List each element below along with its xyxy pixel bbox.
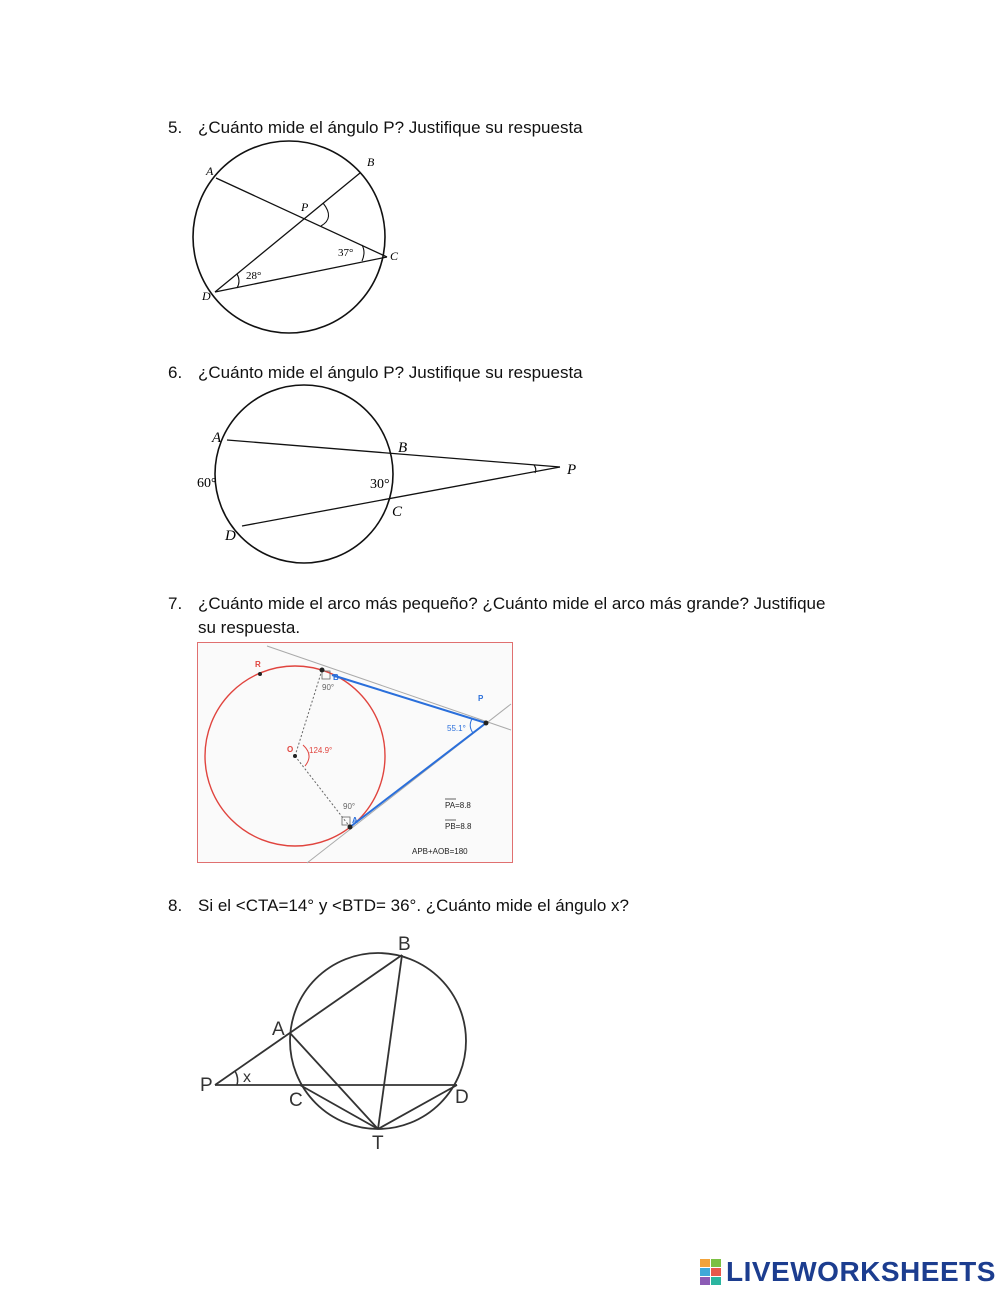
question-text: ¿Cuánto mide el arco más pequeño? ¿Cuánto mide el arco más grande? Justifique [198, 594, 826, 613]
secant-ap [227, 440, 560, 467]
angle-d-value: 28° [246, 270, 262, 282]
point-p [484, 721, 489, 726]
logo-mark-icon [700, 1259, 722, 1285]
figure-q6 [190, 385, 590, 570]
figure-q7 [197, 642, 513, 864]
label-c: C [289, 1090, 303, 1111]
label-p: P [478, 694, 484, 703]
label-p: P [301, 200, 309, 214]
label-b: B [367, 155, 375, 169]
question-6 [168, 361, 583, 385]
point-a [348, 825, 353, 830]
arc-bc-value: 30° [370, 477, 390, 492]
question-5 [168, 116, 583, 140]
label-c: C [390, 249, 399, 263]
label-r: R [255, 660, 261, 669]
label-c: C [392, 504, 403, 520]
label-a: A [272, 1019, 285, 1040]
question-text: ¿Cuánto mide el ángulo P? Justifique su respuesta [198, 363, 583, 382]
length-pb: PB=8.8 [445, 822, 472, 831]
question-number: 5. [168, 118, 183, 137]
question-text-continued: su respuesta. [198, 618, 301, 637]
label-d: D [202, 289, 211, 303]
circle [193, 141, 385, 333]
angle-sum: APB+AOB=180 [412, 847, 468, 856]
circle [290, 953, 466, 1129]
chord-dc [215, 257, 387, 292]
label-a: A [352, 816, 358, 825]
label-x: x [243, 1069, 251, 1086]
label-a: A [206, 164, 214, 178]
label-t: T [372, 1133, 384, 1154]
point-b [320, 668, 325, 673]
liveworksheets-logo [700, 1257, 996, 1287]
question-text: ¿Cuánto mide el ángulo P? Justifique su respuesta [198, 118, 583, 137]
chord-ac [216, 178, 387, 257]
chord-dt [378, 1085, 457, 1129]
point-o [293, 754, 297, 758]
label-d: D [455, 1087, 469, 1108]
label-b: B [398, 440, 408, 456]
angle-arc-p [321, 203, 329, 226]
question-8 [168, 894, 629, 918]
angle-o-value: 124.9° [309, 746, 333, 755]
chord-bt [378, 955, 402, 1129]
label-p: P [567, 462, 577, 478]
chord-ct [300, 1085, 378, 1129]
secant-pb [215, 955, 402, 1085]
length-pa: PA=8.8 [445, 801, 471, 810]
right-angle-b-value: 90° [322, 683, 335, 692]
question-number: 8. [168, 896, 183, 915]
angle-arc-c [362, 245, 364, 261]
angle-c-value: 37° [338, 247, 354, 259]
label-o: O [287, 745, 294, 754]
figure-q5 [190, 140, 420, 340]
question-7 [168, 592, 826, 637]
question-number: 6. [168, 363, 183, 382]
chord-at [290, 1033, 378, 1129]
right-angle-a-value: 90° [343, 802, 356, 811]
arc-ad-value: 60° [197, 476, 217, 491]
angle-arc-x [235, 1071, 238, 1085]
question-text: Si el <CTA=14° y <BTD= 36°. ¿Cuánto mide el ángulo x? [198, 896, 629, 915]
figure-q8 [195, 930, 485, 1155]
angle-arc-d [237, 274, 239, 288]
label-a: A [212, 430, 222, 446]
label-p: P [200, 1075, 213, 1096]
brand-name: LIVEWORKSHEETS [726, 1256, 996, 1287]
label-b: B [398, 934, 411, 955]
label-b: B [333, 673, 339, 682]
angle-p-value: 55.1° [447, 724, 466, 733]
point-r [258, 672, 262, 676]
circle [215, 385, 393, 563]
label-d: D [225, 528, 236, 544]
question-number: 7. [168, 594, 183, 613]
